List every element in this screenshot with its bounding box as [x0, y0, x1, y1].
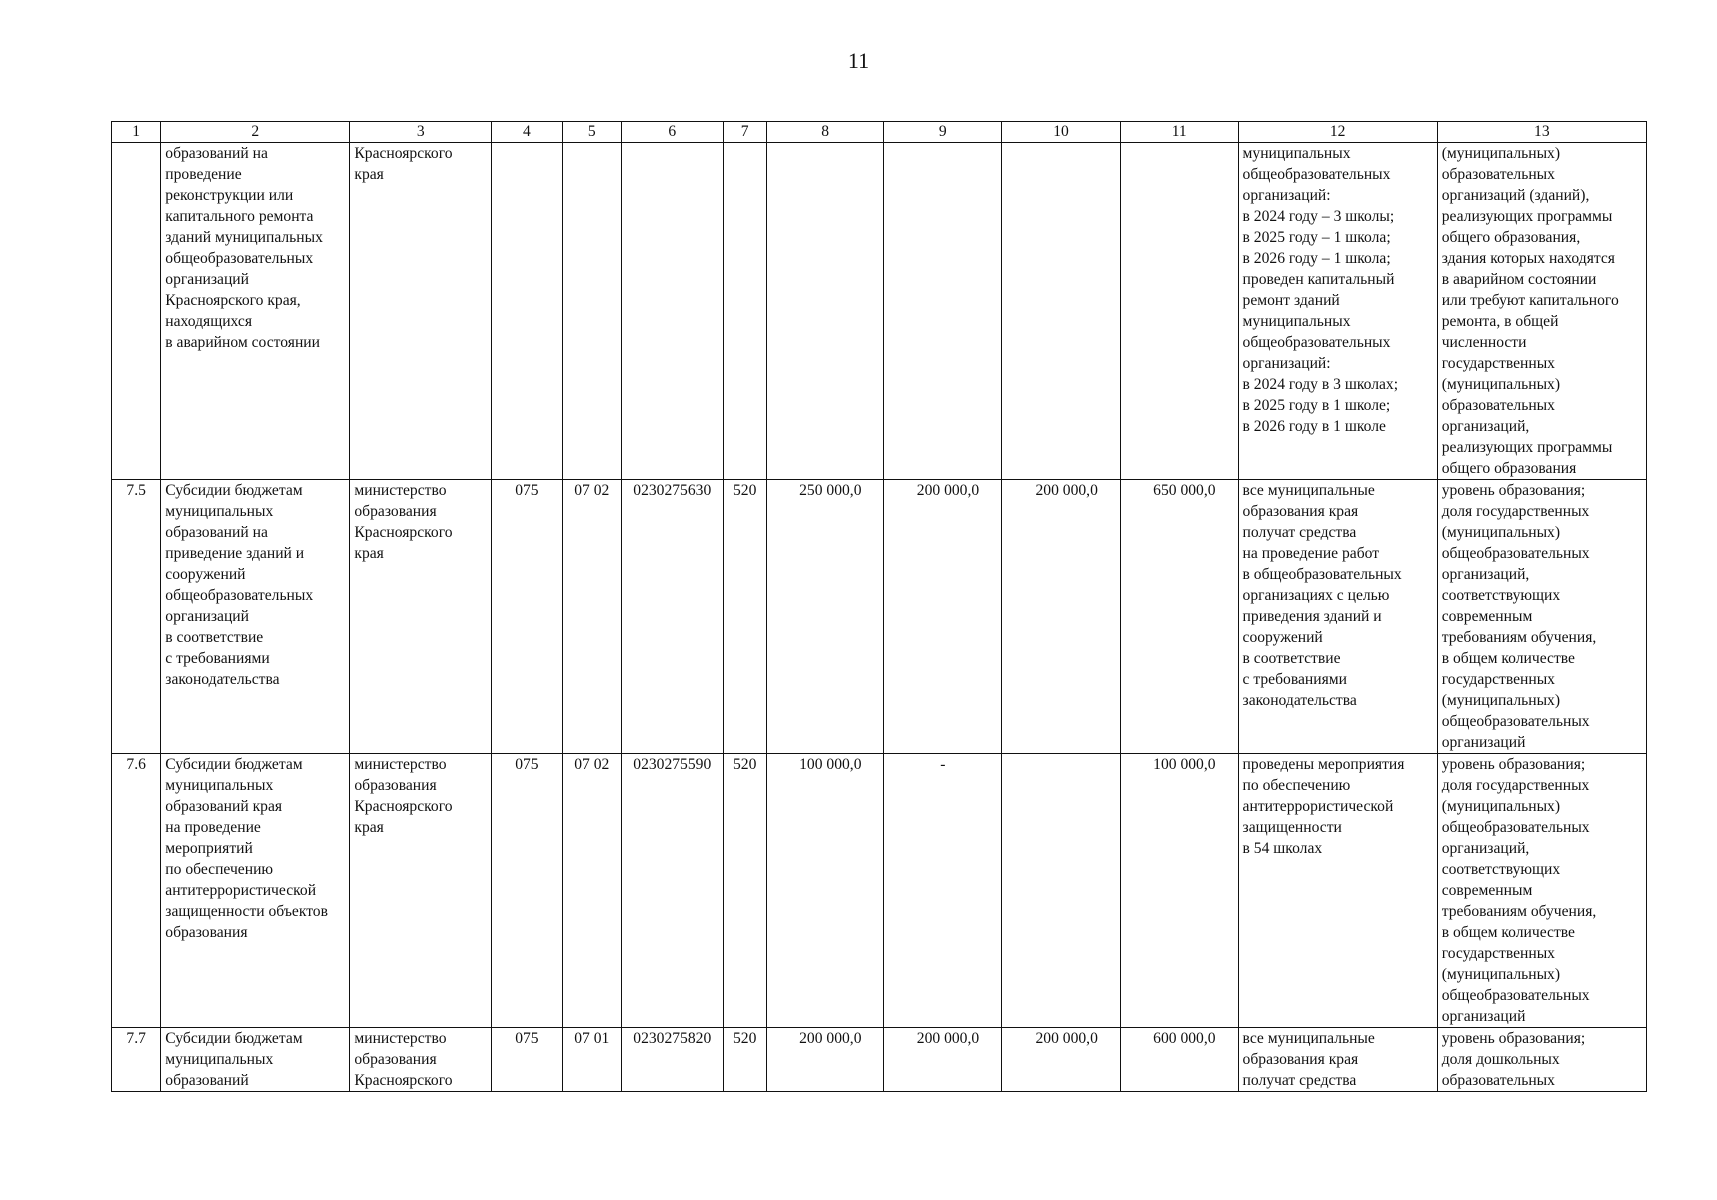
measure-name: Субсидии бюджетам муниципальных образований на приведение зданий и сооружений общеобразовательных организаций в соответствие с требованиями законодательства: [161, 480, 350, 754]
indicator: уровень образования; доля дошкольных образовательных: [1437, 1028, 1646, 1092]
amount-2024: 250 000,0: [766, 480, 884, 754]
column-number: 5: [562, 122, 621, 143]
rzpr-code: 07 02: [562, 754, 621, 1028]
row-number: 7.6: [112, 754, 161, 1028]
rzpr-code: [562, 143, 621, 480]
grbs-code: [492, 143, 562, 480]
indicator: уровень образования; доля государственных (муниципальных) общеобразовательных организаций, соответствующих современным требованиям обучения, в общем количестве государственных (муниципальных) общеобразовательных организаций: [1437, 480, 1646, 754]
table-row: [112, 1028, 1647, 1092]
column-number: 6: [621, 122, 723, 143]
table-row: [112, 754, 1647, 1028]
page-number: 11: [847, 48, 870, 73]
csr-code: [621, 143, 723, 480]
row-number: 7.5: [112, 480, 161, 754]
program-table: [111, 121, 1647, 1092]
row-number: [112, 143, 161, 480]
column-number: 3: [350, 122, 492, 143]
measure-name: образований на проведение реконструкции или капитального ремонта зданий муниципальных общеобразовательных организаций Красноярского края, находящихся в аварийном состоянии: [161, 143, 350, 480]
csr-code: 0230275630: [621, 480, 723, 754]
amount-2026: 200 000,0: [1002, 480, 1121, 754]
amount-2024: 200 000,0: [766, 1028, 884, 1092]
column-number: 8: [766, 122, 884, 143]
vr-code: 520: [723, 754, 766, 1028]
column-number: 9: [884, 122, 1002, 143]
column-number: 2: [161, 122, 350, 143]
executor: министерство образования Красноярского края: [350, 480, 492, 754]
amount-total: 600 000,0: [1120, 1028, 1238, 1092]
column-number: 12: [1238, 122, 1437, 143]
executor: министерство образования Красноярского: [350, 1028, 492, 1092]
expected-result: все муниципальные образования края получат средства на проведение работ в общеобразовательных организациях с целью приведения зданий и сооружений в соответствие с требованиями законодательства: [1238, 480, 1437, 754]
executor: Красноярского края: [350, 143, 492, 480]
grbs-code: 075: [492, 754, 562, 1028]
vr-code: 520: [723, 480, 766, 754]
indicator: уровень образования; доля государственных (муниципальных) общеобразовательных организаций, соответствующих современным требованиям обучения, в общем количестве государственных (муниципальных) общеобразовательных организаций: [1437, 754, 1646, 1028]
column-number: 10: [1002, 122, 1121, 143]
column-number: 13: [1437, 122, 1646, 143]
amount-2025: 200 000,0: [884, 1028, 1002, 1092]
table-row: [112, 143, 1647, 480]
amount-total: [1120, 143, 1238, 480]
expected-result: проведены мероприятия по обеспечению антитеррористической защищенности в 54 школах: [1238, 754, 1437, 1028]
amount-2025: -: [884, 754, 1002, 1028]
amount-2024: [766, 143, 884, 480]
vr-code: 520: [723, 1028, 766, 1092]
measure-name: Субсидии бюджетам муниципальных образований: [161, 1028, 350, 1092]
rzpr-code: 07 02: [562, 480, 621, 754]
column-number: 4: [492, 122, 562, 143]
expected-result: муниципальных общеобразовательных организаций: в 2024 году – 3 школы; в 2025 году – 1 школа; в 2026 году – 1 школа; проведен капитальный ремонт зданий муниципальных общеобразовательных организаций: в 2024 году в 3 школах; в 2025 году в 1 школе; в 2026 году в 1 школе: [1238, 143, 1437, 480]
amount-2026: 200 000,0: [1002, 1028, 1121, 1092]
csr-code: 0230275590: [621, 754, 723, 1028]
executor: министерство образования Красноярского края: [350, 754, 492, 1028]
column-number-row: [112, 122, 1647, 143]
amount-2026: [1002, 143, 1121, 480]
amount-2025: [884, 143, 1002, 480]
column-number: 7: [723, 122, 766, 143]
grbs-code: 075: [492, 1028, 562, 1092]
amount-total: 100 000,0: [1120, 754, 1238, 1028]
grbs-code: 075: [492, 480, 562, 754]
table-row: [112, 480, 1647, 754]
amount-2026: [1002, 754, 1121, 1028]
indicator: (муниципальных) образовательных организаций (зданий), реализующих программы общего образования, здания которых находятся в аварийном состоянии или требуют капитального ремонта, в общей численности государственных (муниципальных) образовательных организаций, реализующих программы общего образования: [1437, 143, 1646, 480]
column-number: 11: [1120, 122, 1238, 143]
amount-total: 650 000,0: [1120, 480, 1238, 754]
csr-code: 0230275820: [621, 1028, 723, 1092]
row-number: 7.7: [112, 1028, 161, 1092]
amount-2025: 200 000,0: [884, 480, 1002, 754]
rzpr-code: 07 01: [562, 1028, 621, 1092]
amount-2024: 100 000,0: [766, 754, 884, 1028]
expected-result: все муниципальные образования края получат средства: [1238, 1028, 1437, 1092]
column-number: 1: [112, 122, 161, 143]
measure-name: Субсидии бюджетам муниципальных образований края на проведение мероприятий по обеспечению антитеррористической защищенности объектов образования: [161, 754, 350, 1028]
vr-code: [723, 143, 766, 480]
